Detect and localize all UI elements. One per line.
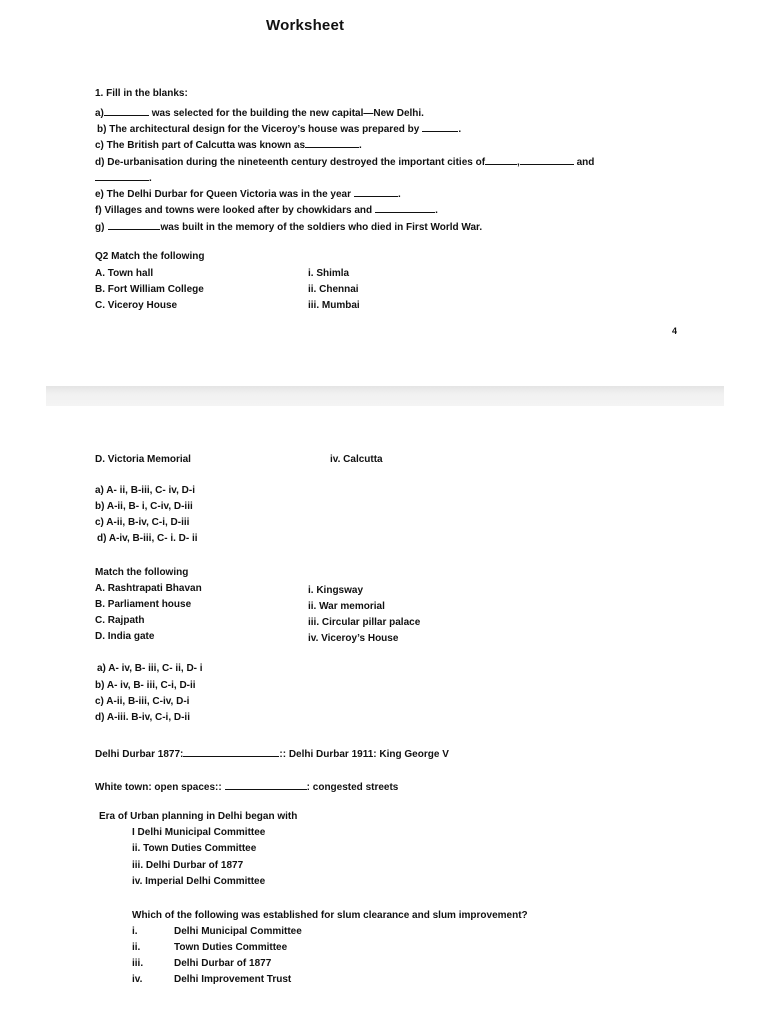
q6-numeral: i. (132, 926, 138, 937)
q6-option[interactable]: Delhi Improvement Trust (174, 974, 292, 985)
q1-item-d: d) De-urbanisation during the nineteenth century destroyed the important cities of , and (95, 157, 595, 168)
q6-option[interactable]: Town Duties Committee (174, 942, 288, 953)
page-separator (0, 386, 768, 406)
q5-option[interactable]: I Delhi Municipal Committee (132, 827, 266, 838)
q2-right-item: iv. Calcutta (330, 454, 383, 465)
q3-left-item: C. Rajpath (95, 615, 145, 626)
q5-heading: Era of Urban planning in Delhi began with (99, 811, 298, 822)
q3-left-item: D. India gate (95, 631, 155, 642)
q2-left-item: C. Viceroy House (95, 300, 178, 311)
margin-left (0, 0, 46, 1024)
q3-right-item: iii. Circular pillar palace (308, 617, 421, 628)
q2-option[interactable]: c) A-ii, B-iv, C-i, D-iii (95, 517, 190, 528)
q2-left-item: D. Victoria Memorial (95, 454, 191, 465)
q1-item-e: e) The Delhi Durbar for Queen Victoria was in the year . (95, 189, 401, 200)
q2-right-item: i. Shimla (308, 268, 350, 279)
q1-item-f: f) Villages and towns were looked after by chowkidars and . (95, 205, 438, 216)
q2-left-item: A. Town hall (95, 268, 154, 279)
blank-e[interactable] (354, 187, 398, 197)
q1-item-c: c) The British part of Calcutta was known as . (95, 140, 362, 151)
analogy-white-town: White town: open spaces:: : congested streets (95, 782, 399, 793)
analogy-durbar: Delhi Durbar 1877: :: Delhi Durbar 1911: King George V (95, 749, 449, 760)
q6-numeral: iii. (132, 958, 144, 969)
blank-d2[interactable] (520, 155, 574, 165)
blank-g[interactable] (108, 220, 160, 230)
worksheet-title: Worksheet (266, 17, 345, 34)
q1-item-a: a) was selected for the building the new capital—New Delhi. (95, 108, 424, 119)
q3-right-item: iv. Viceroy’s House (308, 633, 399, 644)
blank-f[interactable] (375, 203, 435, 213)
q3-option[interactable]: b) A- iv, B- iii, C-i, D-ii (95, 680, 196, 691)
q3-left-item: A. Rashtrapati Bhavan (95, 583, 202, 594)
q3-heading: Match the following (95, 567, 189, 578)
q2-option[interactable]: b) A-ii, B- i, C-iv, D-iii (95, 501, 193, 512)
q2-right-item: ii. Chennai (308, 284, 359, 295)
blank-analogy-1[interactable] (183, 747, 279, 757)
q1-heading: 1. Fill in the blanks: (95, 88, 188, 99)
blank-d3[interactable] (95, 171, 149, 181)
q6-option[interactable]: Delhi Municipal Committee (174, 926, 302, 937)
q1-item-b: b) The architectural design for the Viceroy’s house was prepared by . (97, 124, 462, 135)
blank-b[interactable] (422, 122, 458, 132)
q2-option[interactable]: a) A- ii, B-iii, C- iv, D-i (95, 485, 195, 496)
q6-heading: Which of the following was established for slum clearance and slum improvement? (132, 910, 528, 921)
q5-option[interactable]: ii. Town Duties Committee (132, 843, 257, 854)
margin-right (724, 0, 768, 1024)
blank-analogy-2[interactable] (225, 780, 307, 790)
q5-option[interactable]: iii. Delhi Durbar of 1877 (132, 860, 244, 871)
blank-d1[interactable] (485, 155, 517, 165)
q2-left-item: B. Fort William College (95, 284, 204, 295)
blank-c[interactable] (305, 138, 359, 148)
q5-option[interactable]: iv. Imperial Delhi Committee (132, 876, 266, 887)
q2-heading: Q2 Match the following (95, 251, 205, 262)
q3-option[interactable]: d) A-iii. B-iv, C-i, D-ii (95, 712, 190, 723)
q2-right-item: iii. Mumbai (308, 300, 360, 311)
blank-a[interactable] (104, 106, 149, 116)
q3-option[interactable]: c) A-ii, B-iii, C-iv, D-i (95, 696, 190, 707)
q3-right-item: ii. War memorial (308, 601, 385, 612)
q1-item-d-continued: . (95, 171, 152, 185)
q2-option[interactable]: d) A-iv, B-iii, C- i. D- ii (97, 533, 198, 544)
q3-option[interactable]: a) A- iv, B- iii, C- ii, D- i (97, 663, 203, 674)
page-number: 4 (672, 326, 678, 336)
q3-right-item: i. Kingsway (308, 585, 364, 596)
q6-option[interactable]: Delhi Durbar of 1877 (174, 958, 272, 969)
q1-item-g: g) was built in the memory of the soldiers who died in First World War. (95, 222, 483, 233)
q6-numeral: ii. (132, 942, 141, 953)
q6-numeral: iv. (132, 974, 143, 985)
q3-left-item: B. Parliament house (95, 599, 192, 610)
